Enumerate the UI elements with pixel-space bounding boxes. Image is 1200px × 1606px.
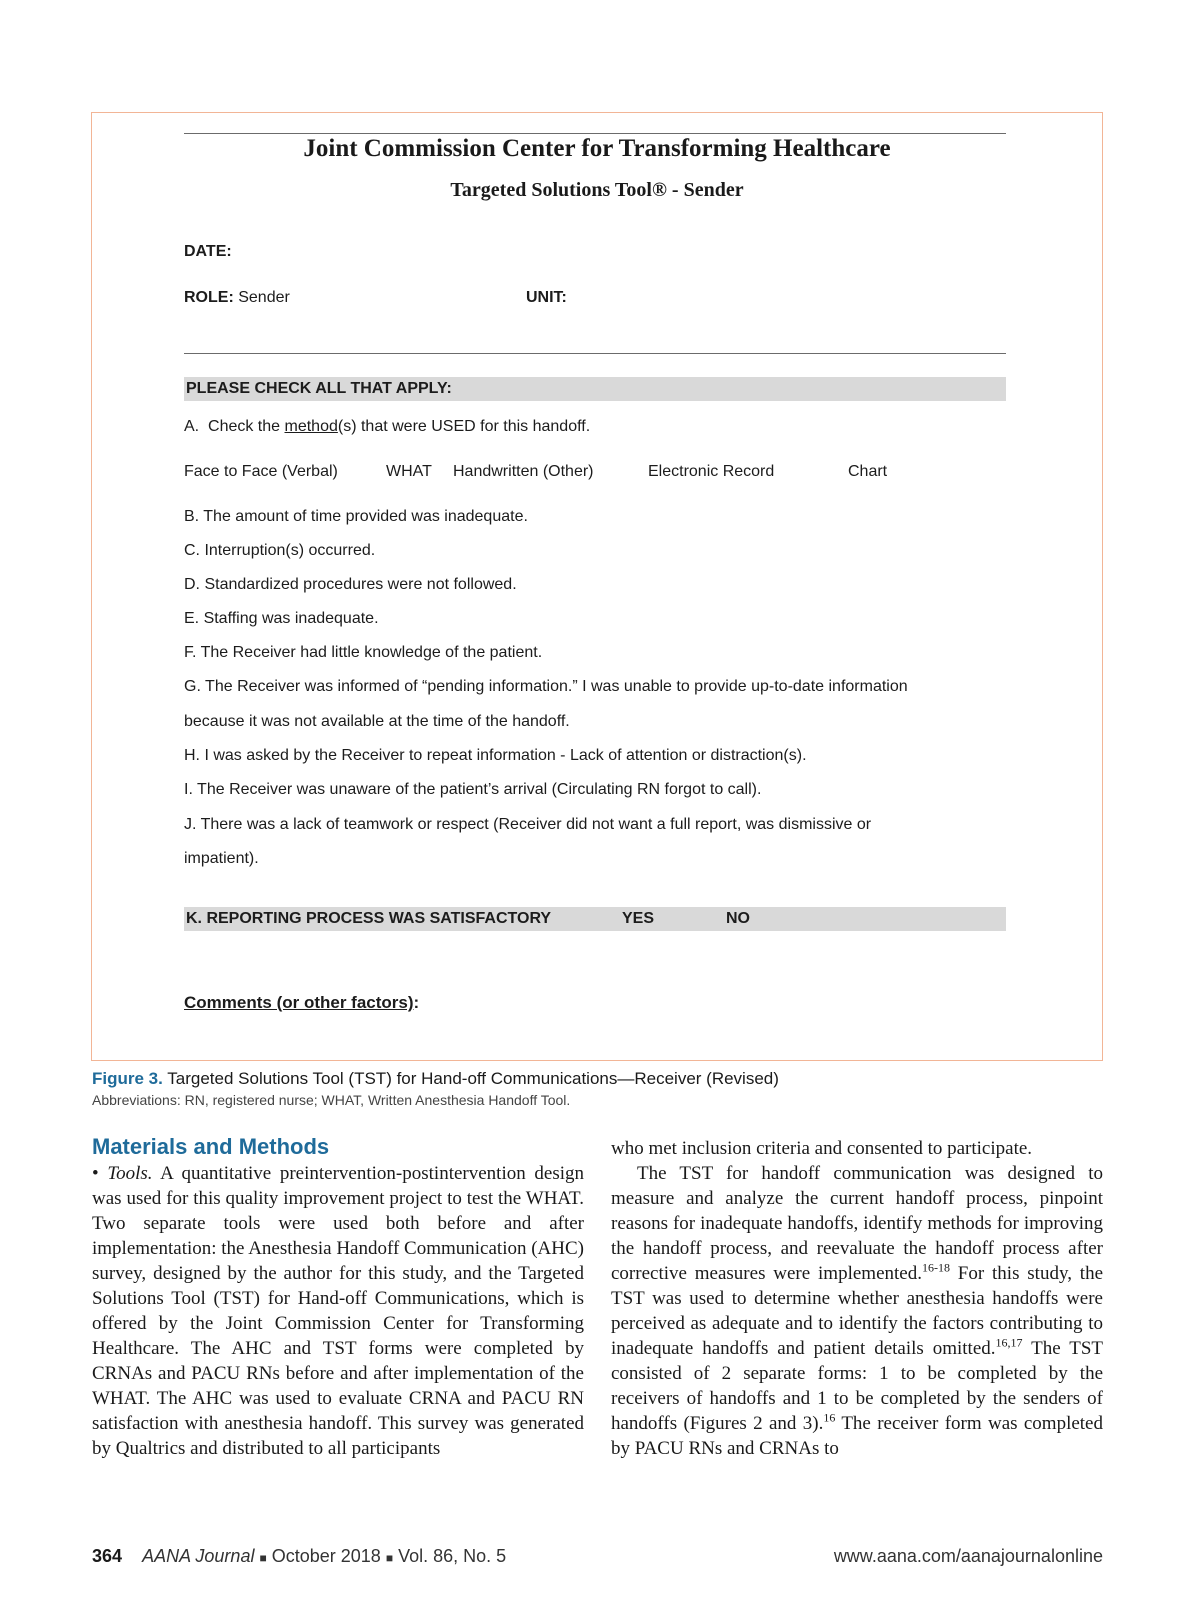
footer-url[interactable]: www.aana.com/aanajournalonline bbox=[833, 1546, 1103, 1566]
form-mid-rule bbox=[184, 353, 1006, 354]
check-header: PLEASE CHECK ALL THAT APPLY: bbox=[186, 380, 452, 397]
item-e: E. Staffing was inadequate. bbox=[184, 610, 379, 627]
right-column bbox=[611, 1136, 1103, 1461]
item-g-line2: because it was not available at the time of the handoff. bbox=[184, 713, 570, 730]
unit-label: UNIT: bbox=[526, 289, 567, 306]
figure-box bbox=[91, 112, 1103, 1061]
right-p2-c: The TST consisted of 2 separate forms: 1 to be completed by the receivers of handoffs and 1 to be completed by the senders of handoffs (Figures 2 and 3). bbox=[611, 1338, 1103, 1434]
item-a-suffix: (s) that were USED for this handoff. bbox=[337, 418, 591, 435]
item-a bbox=[184, 418, 590, 436]
item-g-line1: G. The Receiver was informed of “pending information.” I was unable to provide up-to-date information bbox=[184, 678, 908, 695]
page-number: 364 bbox=[92, 1546, 123, 1566]
separator-2: ■ bbox=[385, 1551, 394, 1565]
item-a-method: method bbox=[284, 418, 338, 435]
item-b: B. The amount of time provided was inadequate. bbox=[184, 508, 528, 525]
header-top-rule bbox=[184, 133, 1006, 134]
method-chart: Chart bbox=[848, 463, 888, 480]
tools-lead: Tools. bbox=[107, 1163, 153, 1184]
role-field bbox=[184, 289, 290, 307]
method-handwritten: Handwritten (Other) bbox=[453, 463, 594, 480]
method-what: WHAT bbox=[386, 463, 432, 480]
item-d: D. Standardized procedures were not followed. bbox=[184, 576, 517, 593]
role-value: Sender bbox=[238, 289, 290, 306]
item-i: I. The Receiver was unaware of the patient’s arrival (Circulating RN forgot to call). bbox=[184, 781, 762, 798]
journal-name: AANA Journal bbox=[142, 1546, 255, 1566]
comments-field bbox=[184, 993, 419, 1013]
figure-abbreviations: Abbreviations: RN, registered nurse; WHAT, Written Anesthesia Handoff Tool. bbox=[92, 1092, 571, 1108]
method-face-to-face: Face to Face (Verbal) bbox=[184, 463, 338, 480]
item-k-no: NO bbox=[726, 910, 750, 927]
left-paragraph bbox=[92, 1161, 584, 1461]
right-p2-d: The receiver form was completed by PACU RNs and CRNAs to bbox=[611, 1413, 1103, 1459]
form-subtitle: Targeted Solutions Tool® - Sender bbox=[450, 179, 744, 201]
right-p2-a: The TST for handoff communication was designed to measure and analyze the current handoff process, pinpoint reasons for inadequate handoffs, identify methods for improving the handoff process, and reevaluate the handoff process after corrective measures were implemented. bbox=[611, 1163, 1103, 1284]
section-heading: Materials and Methods bbox=[92, 1134, 330, 1159]
right-paragraph-2 bbox=[611, 1161, 1103, 1461]
form-header-title: Joint Commission Center for Transforming Healthcare bbox=[303, 135, 891, 162]
separator-1: ■ bbox=[259, 1551, 267, 1565]
citation-16-17: 16,17 bbox=[995, 1335, 1023, 1350]
item-j-line1: J. There was a lack of teamwork or respect (Receiver did not want a full report, was dismissive or bbox=[184, 816, 872, 833]
right-p2-b: For this study, the TST was used to determine whether anesthesia handoffs were perceived as adequate and to identify the factors contributing to inadequate handoffs and patient details omitted. bbox=[611, 1263, 1104, 1359]
item-h: H. I was asked by the Receiver to repeat information - Lack of attention or distraction(s). bbox=[184, 747, 807, 764]
date-label: DATE: bbox=[184, 243, 232, 260]
left-body: A quantitative preintervention-postintervention design was used for this quality improvement project to test the WHAT. Two separate tools were used both before and after implementation: the Anesthesia Handoff Communication (AHC) survey, designed by the author for this study, and the Targeted Solutions Tool (TST) for Hand-off Communications, which is offered by the Joint Commission Center for Transforming Healthcare. The AHC and TST forms were completed by CRNAs and PACU RNs before and after implementation of the WHAT. The AHC was used to evaluate CRNA and PACU RN satisfaction with anesthesia handoff. This survey was generated by Qualtrics and distributed to all participants bbox=[92, 1163, 584, 1459]
figure-caption-label: Figure 3. bbox=[92, 1069, 163, 1088]
figure-caption bbox=[92, 1069, 779, 1089]
item-j-line2: impatient). bbox=[184, 850, 259, 867]
method-electronic-record: Electronic Record bbox=[648, 463, 775, 480]
role-label: ROLE: bbox=[184, 289, 234, 306]
comments-colon: : bbox=[413, 993, 420, 1012]
item-c: C. Interruption(s) occurred. bbox=[184, 542, 376, 559]
item-k-label: K. REPORTING PROCESS WAS SATISFACTORY bbox=[186, 910, 552, 927]
figure-caption-text: Targeted Solutions Tool (TST) for Hand-off Communications—Receiver (Revised) bbox=[167, 1069, 779, 1088]
volume: Vol. 86, No. 5 bbox=[398, 1546, 507, 1566]
citation-16: 16 bbox=[823, 1410, 836, 1425]
comments-label: Comments (or other factors) bbox=[184, 993, 414, 1012]
left-column bbox=[92, 1161, 584, 1461]
bullet: • bbox=[92, 1163, 108, 1184]
footer-left bbox=[92, 1546, 506, 1567]
item-a-prefix: A. Check the bbox=[184, 418, 285, 435]
right-paragraph-1: who met inclusion criteria and consented to participate. bbox=[611, 1138, 1033, 1159]
item-k-yes: YES bbox=[622, 910, 655, 927]
item-f: F. The Receiver had little knowledge of the patient. bbox=[184, 644, 543, 661]
citation-16-18: 16-18 bbox=[921, 1260, 950, 1275]
issue-date: October 2018 bbox=[271, 1546, 381, 1566]
